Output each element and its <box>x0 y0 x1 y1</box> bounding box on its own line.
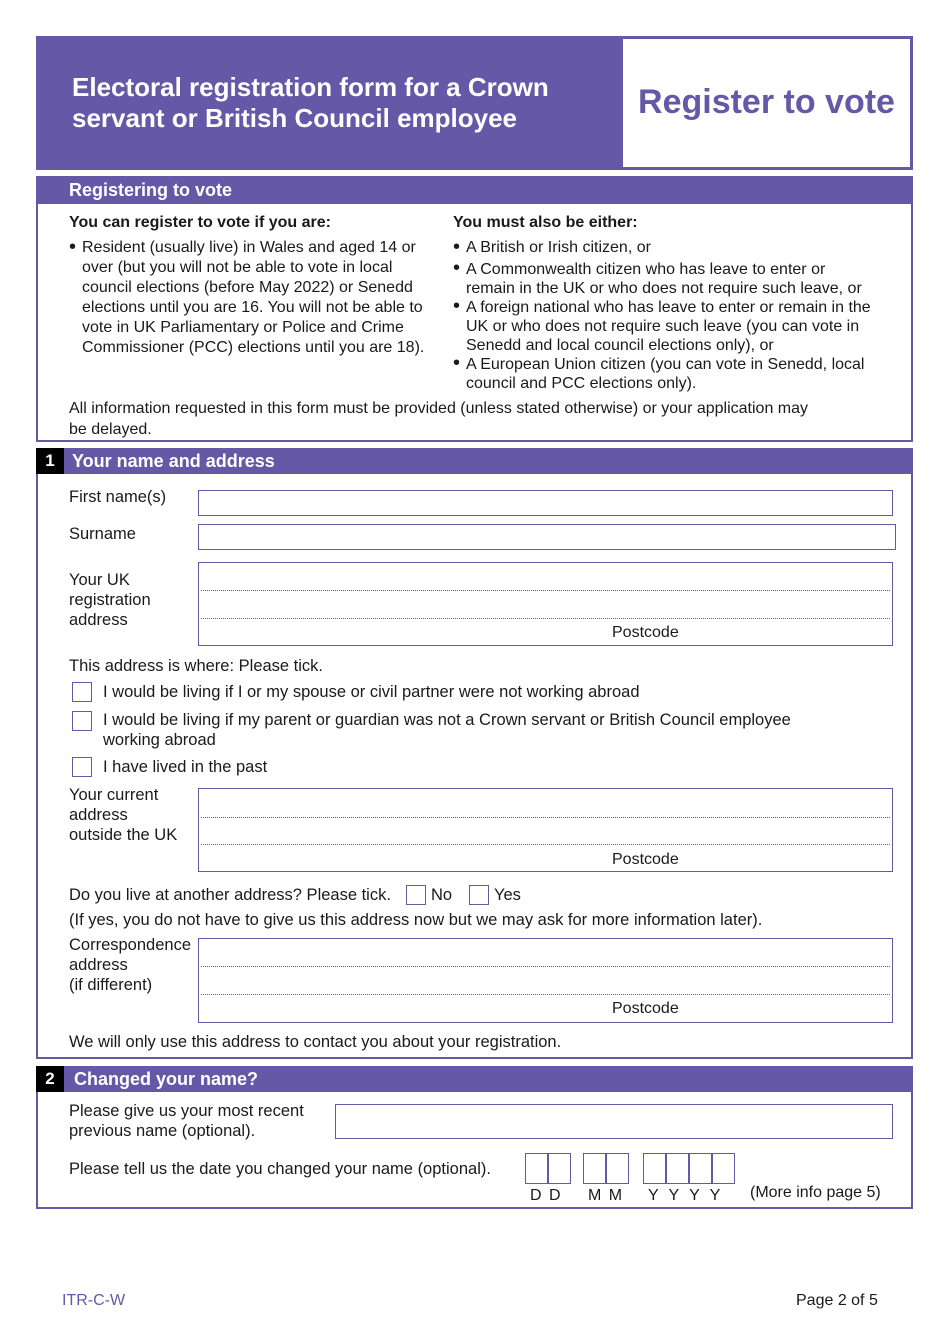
address-line <box>201 844 890 845</box>
address-line <box>201 590 890 591</box>
year-digit-4[interactable] <box>712 1153 735 1184</box>
day-digit-2[interactable] <box>548 1153 571 1184</box>
previous-name-label: Please give us your most recent previous name (optional). <box>69 1102 304 1140</box>
form-title-line2: servant or British Council employee <box>72 103 518 133</box>
option2-checkbox[interactable] <box>72 711 92 731</box>
month-format-label: M M <box>588 1187 623 1204</box>
another-address-note: (If yes, you do not have to give us this address now but we may ask for more information later). <box>69 911 763 929</box>
current-address-label: Your current address outside the UK <box>69 786 178 844</box>
section1-bar <box>36 448 913 474</box>
month-digit-1[interactable] <box>583 1153 606 1184</box>
uk-address-input[interactable] <box>198 562 893 646</box>
date-changed-label: Please tell us the date you changed your name (optional). <box>69 1160 491 1178</box>
another-address-question: Do you live at another address? Please tick. <box>69 886 391 904</box>
address-line <box>201 994 890 995</box>
form-title <box>72 72 612 134</box>
year-format-label: Y Y Y Y <box>648 1187 721 1204</box>
required-info-note: All information requested in this form must be provided (unless stated otherwise) or your application may be delayed. <box>69 400 809 438</box>
current-address-input[interactable] <box>198 788 893 872</box>
year-digit-2[interactable] <box>666 1153 689 1184</box>
another-address-yes-checkbox[interactable] <box>469 885 489 905</box>
correspondence-address-label: Correspondence address (if different) <box>69 936 191 994</box>
register-badge-text: Register to vote <box>638 83 895 121</box>
eligibility-right-item: • A Commonwealth citizen who has leave to enter or remain in the UK or who does not require such leave, or <box>453 260 908 298</box>
option1-label: I would be living if I or my spouse or civil partner were not working abroad <box>103 683 640 701</box>
more-info-note: (More info page 5) <box>750 1184 881 1201</box>
uk-address-label: Your UK registration address <box>69 571 151 629</box>
page-number: Page 2 of 5 <box>796 1292 878 1309</box>
address-line <box>201 618 890 619</box>
current-postcode-label: Postcode <box>612 851 679 868</box>
section1-number: 1 <box>36 448 64 474</box>
correspondence-address-input[interactable] <box>198 938 893 1023</box>
form-code: ITR-C-W <box>62 1292 126 1309</box>
eligibility-left-item: • Resident (usually live) in Wales and aged 14 or over (but you will not be able to vote in local council elections (before May 2022) or Senedd elections until you are 16. You will not be able to vote in UK Parliamentary or Police and Crime Commissioner (PCC) elections until you are 18). <box>69 238 449 358</box>
option2-label: I would be living if my parent or guardian was not a Crown servant or British Council employee working abroad <box>103 711 791 749</box>
eligibility-right-item: • A European Union citizen (you can vote in Senedd, local council and PCC elections only). <box>453 355 908 393</box>
month-digit-2[interactable] <box>606 1153 629 1184</box>
eligibility-right-list <box>453 238 908 393</box>
option3-checkbox[interactable] <box>72 757 92 777</box>
option1-checkbox[interactable] <box>72 682 92 702</box>
another-address-yes-label: Yes <box>494 886 521 904</box>
section1-heading: Your name and address <box>72 451 275 471</box>
surname-input[interactable] <box>198 524 896 550</box>
registering-heading: Registering to vote <box>36 176 913 204</box>
uk-postcode-label: Postcode <box>612 624 679 641</box>
another-address-no-label: No <box>431 886 453 904</box>
address-line <box>201 817 890 818</box>
correspondence-postcode-label: Postcode <box>612 1000 679 1017</box>
eligibility-left-list <box>69 238 449 358</box>
eligibility-right-item: • A foreign national who has leave to enter or remain in the UK or who does not require such leave (you can vote in Senedd and local council elections only), or <box>453 298 908 355</box>
form-title-line1: Electoral registration form for a Crown <box>72 72 549 102</box>
section2-heading: Changed your name? <box>74 1069 259 1089</box>
contact-note: We will only use this address to contact you about your registration. <box>69 1033 562 1051</box>
day-digit-1[interactable] <box>525 1153 548 1184</box>
eligibility-right-item: • A British or Irish citizen, or <box>453 238 908 258</box>
first-name-input[interactable] <box>198 490 893 516</box>
first-name-label: First name(s) <box>69 488 167 506</box>
year-digit-1[interactable] <box>643 1153 666 1184</box>
option3-label: I have lived in the past <box>103 758 268 776</box>
section2-number: 2 <box>36 1066 64 1092</box>
year-digit-3[interactable] <box>689 1153 712 1184</box>
eligibility-left-heading: You can register to vote if you are: <box>69 214 331 231</box>
day-format-label: D D <box>530 1187 561 1204</box>
address-where-text: This address is where: Please tick. <box>69 657 324 675</box>
another-address-no-checkbox[interactable] <box>406 885 426 905</box>
eligibility-right-heading: You must also be either: <box>453 214 638 231</box>
address-line <box>201 966 890 967</box>
surname-label: Surname <box>69 525 136 543</box>
previous-name-input[interactable] <box>335 1104 893 1139</box>
section2-bar <box>36 1066 913 1092</box>
